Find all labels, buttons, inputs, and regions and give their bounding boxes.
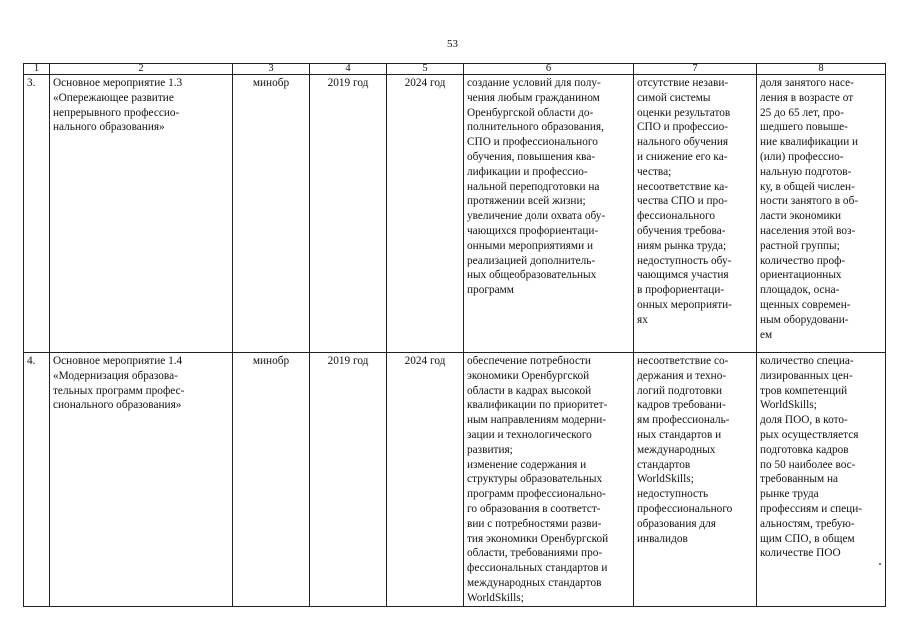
column-number: 8 [757,64,886,75]
page-number: 53 [447,38,458,50]
measure-name: Основное мероприятие 1.3 «Опережающее развитие непрерывного профессио- нального образования» [50,75,233,353]
column-number: 2 [50,64,233,75]
start-year: 2019 год [310,75,387,353]
measure-name: Основное мероприятие 1.4 «Модернизация образова- тельных программ профес- сионального образования» [50,353,233,607]
related-indicators: доля занятого насе- ления в возрасте от 25 до 65 лет, про- шедшего повыше- ние квалификации и (или) профессио- нальную подготов- ку, в общей числен- ности занятого в об- ласти экономики населения этой воз- растной группы; количество проф- ориентационных площадок, осна- щенных современ- ным оборудовани- ем [757,75,886,353]
non-implementation-consequences: несоответствие со- держания и техно- логий подготовки кадров требовани- ям профессиональ- ных стандартов и международных стандартов WorldSkills; недоступность профессионального образования для инвалидов [634,353,757,607]
column-number: 7 [634,64,757,75]
column-number: 1 [24,64,50,75]
executor: минобр [233,353,310,607]
column-number-row [24,64,886,75]
non-implementation-consequences: отсутствие незави- симой системы оценки результатов СПО и профессио- нального обучения и снижение его ка- чества; несоответствие ка- чества СПО и про- фессионального обучения требова- ниям рынка труда; недоступность обу- чающимся участия в профориентаци- онных мероприяти- ях [634,75,757,353]
related-indicators: количество специа- лизированных цен- тров компетенций WorldSkills; доля ПОО, в кото- рых осуществляется подготовка кадров по 50 наиболее вос- требованным на рынке труда профессиям и специ- альностям, требую- щим СПО, в общем количестве ПОО [757,353,886,607]
row-number: 3. [24,75,50,353]
row-number: 4. [24,353,50,607]
expected-result: обеспечение потребности экономики Оренбургской области в кадрах высокой квалификации по приоритет- ным направлениям модерни- зации и технологического развития; изменение содержания и структуры образовательных программ профессионально- го образования в соответст- вии с потребностями разви- тия экономики Оренбургской области, требованиями про- фессиональных стандартов и международных стандартов WorldSkills; [464,353,634,607]
end-year: 2024 год [387,75,464,353]
column-number: 3 [233,64,310,75]
expected-result: создание условий для полу- чения любым гражданином Оренбургской области до- полнительного образования, СПО и профессионального обучения, повышения ква- лификации и профессио- нальной переподготовки на протяжении всей жизни; увеличение доли охвата обу- чающихся профориентаци- онными мероприятиями и реализацией дополнитель- ных общеобразовательных программ [464,75,634,353]
scan-speck [879,563,881,565]
column-number: 5 [387,64,464,75]
column-number: 4 [310,64,387,75]
start-year: 2019 год [310,353,387,607]
executor: минобр [233,75,310,353]
column-number: 6 [464,64,634,75]
end-year: 2024 год [387,353,464,607]
table-row [24,353,886,607]
table-row [24,75,886,353]
measures-table [23,63,886,607]
